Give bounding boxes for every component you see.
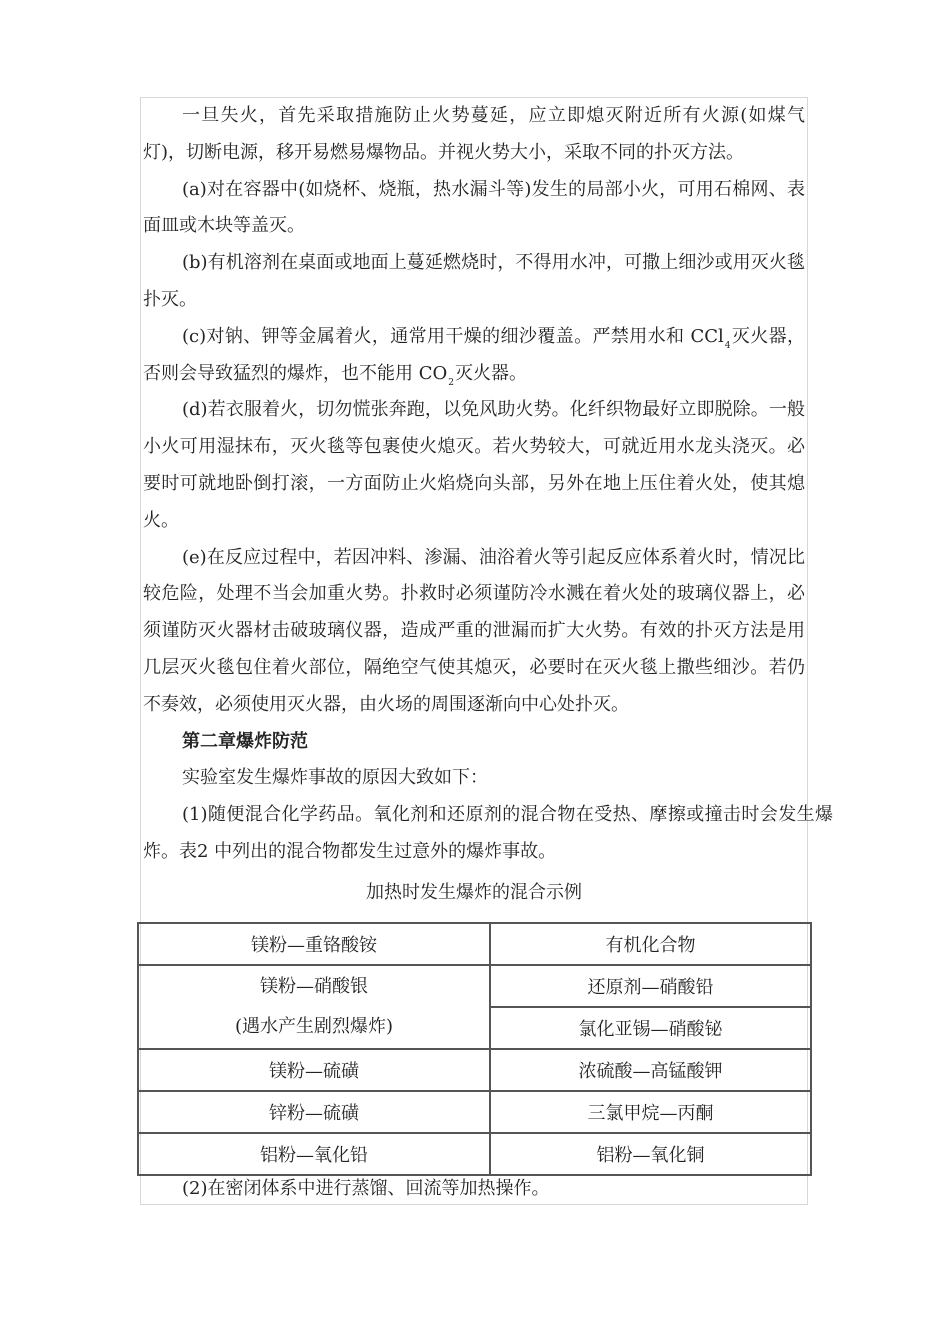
paragraph-fire-d: (d)若衣服着火，切勿慌张奔跑，以免风助火势。化纤织物最好立即脱除。一般小火可用湿抹布，灭火毯等包裹使火熄灭。若火势较大，可就近用水龙头浇灭。必要时可就地卧倒打滚，一方面防止火焰烧向头部，另外在地上压住着火处，使其熄火。 [143, 399, 805, 531]
cell-line: (遇水产生剧烈爆炸) [234, 1016, 393, 1037]
table-row [138, 1133, 811, 1175]
table-row [138, 1049, 811, 1091]
chapter-heading: 第二章爆炸防范 [182, 730, 308, 752]
table-cell: 三氯甲烷—丙酮 [490, 1091, 811, 1133]
paragraph-fire-c [143, 319, 805, 393]
table-cell: 浓硫酸—高锰酸钾 [490, 1049, 811, 1091]
paragraph-explosion-1: (1)随便混合化学药品。氧化剂和还原剂的混合物在受热、摩擦或撞击时会发生爆炸。表2 中列出的混合物都发生过意外的爆炸事故。 [143, 804, 833, 862]
paragraph-explosion-intro: 实验室发生爆炸事故的原因大致如下： [182, 767, 488, 789]
document-footer-text [143, 1171, 805, 1208]
text-fragment: 灭火器，否则会导致猛烈的爆炸，也不能用 CO [143, 325, 805, 384]
table-cell: 还原剂—硝酸铅 [490, 965, 811, 1007]
table-cell [138, 965, 490, 1049]
document-body [143, 98, 833, 912]
table-row [138, 1091, 811, 1133]
text-fragment: (c)对钠、钾等金属着火，通常用干燥的细沙覆盖。严禁用水和 CCl [182, 325, 724, 347]
table-row [138, 923, 811, 965]
paragraph-explosion-2: (2)在密闭体系中进行蒸馏、回流等加热操作。 [182, 1178, 550, 1199]
table-cell: 镁粉—硫磺 [138, 1049, 490, 1091]
subscript: 4 [724, 340, 731, 351]
paragraph-fire-intro: 一旦失火，首先采取措施防止火势蔓延，应立即熄灭附近所有火源(如煤气灯)，切断电源，移开易燃易爆物品。并视火势大小，采取不同的扑灭方法。 [143, 105, 805, 163]
table-cell: 锌粉—硫磺 [138, 1091, 490, 1133]
table-cell: 氯化亚锡—硝酸铋 [490, 1007, 811, 1049]
table-row [138, 965, 811, 1007]
cell-line: 镁粉—硝酸银 [259, 976, 368, 997]
subscript: 2 [448, 377, 454, 388]
table-cell: 镁粉—重铬酸铵 [138, 923, 490, 965]
paragraph-fire-a: (a)对在容器中(如烧杯、烧瓶，热水漏斗等)发生的局部小火，可用石棉网、表面皿或木块等盖灭。 [143, 178, 805, 237]
table-cell: 铝粉—氧化铅 [138, 1133, 490, 1175]
table-cell: 有机化合物 [490, 923, 811, 965]
table-cell: 铝粉—氧化铜 [490, 1133, 811, 1175]
text-fragment: 灭火器。 [454, 362, 527, 384]
explosive-mixtures-table [137, 922, 812, 1176]
table-caption: 加热时发生爆炸的混合示例 [366, 881, 582, 903]
paragraph-fire-e: (e)在反应过程中，若因冲料、渗漏、油浴着火等引起反应体系着火时，情况比较危险，处理不当会加重火势。扑救时必须谨防冷水溅在着火处的玻璃仪器上，必须谨防灭火器材击破玻璃仪器，造成严重的泄漏而扩大火势。有效的扑灭方法是用几层灭火毯包住着火部位，隔绝空气使其熄灭，必要时在灭火毯上撒些细沙。若仍不奏效，必须使用灭火器，由火场的周围逐渐向中心处扑灭。 [143, 546, 805, 715]
paragraph-fire-b: (b)有机溶剂在桌面或地面上蔓延燃烧时，不得用水冲，可撒上细沙或用灭火毯扑灭。 [143, 252, 805, 310]
